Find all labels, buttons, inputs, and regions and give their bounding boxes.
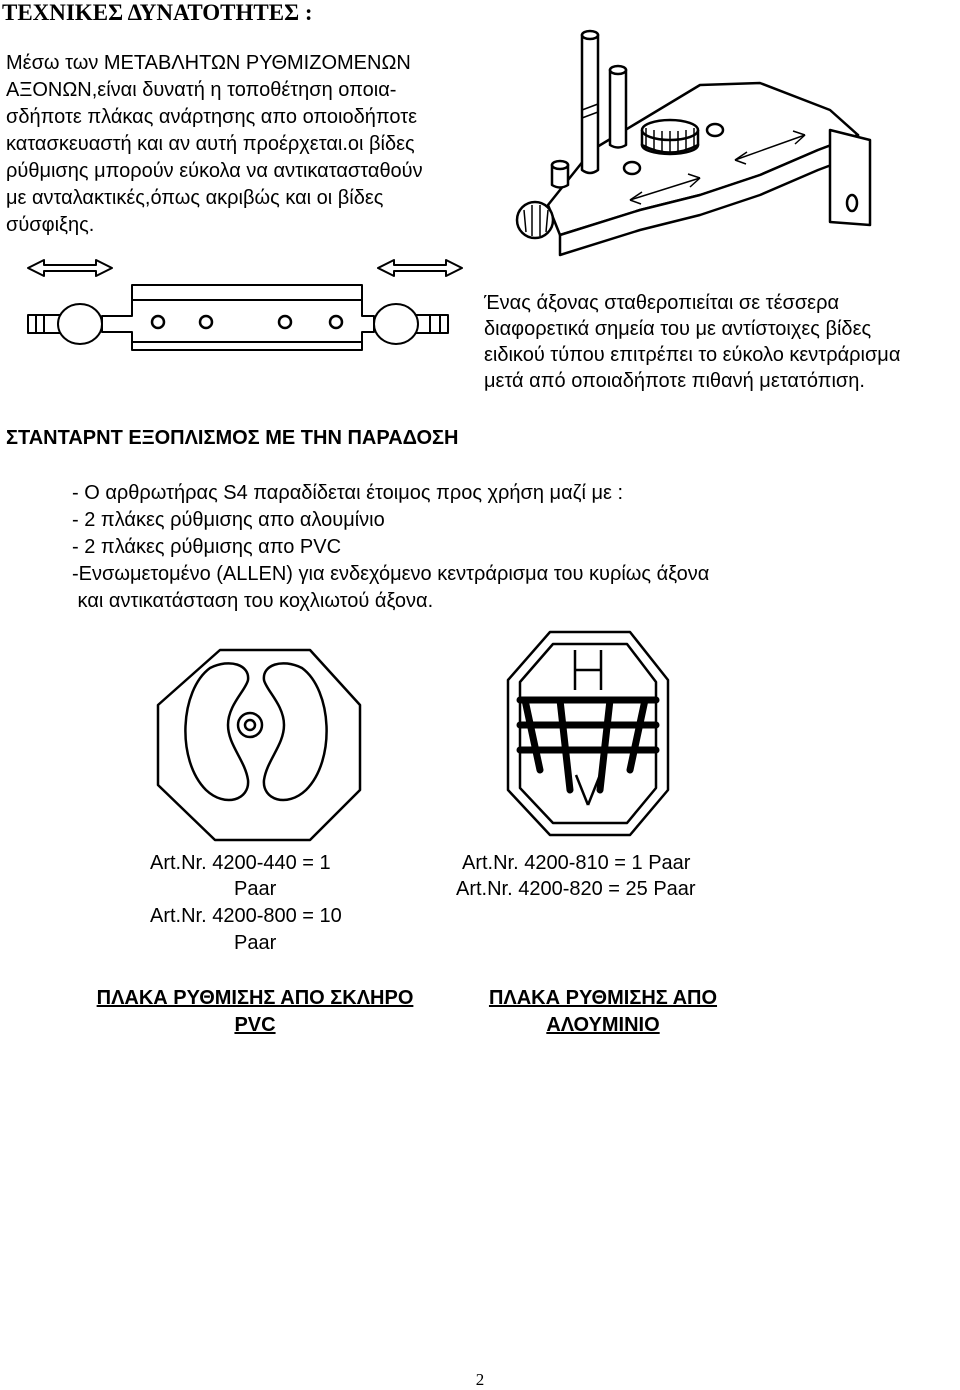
page-number: 2 bbox=[475, 1370, 485, 1389]
caption-line: ΠΛΑΚΑ ΡΥΘΜΙΣΗΣ ΑΠΟ ΣΚΛΗΡΟ bbox=[96, 987, 414, 1009]
caption-line: PVC bbox=[234, 1014, 276, 1036]
caption-line: ΠΛΑΚΑ ΡΥΘΜΙΣΗΣ ΑΠΟ bbox=[488, 987, 718, 1009]
intro-line: ΑΞΟΝΩΝ,είναι δυνατή η τοποθέτηση οποια- bbox=[6, 79, 397, 101]
aluminium-art-line: Art.Nr. 4200-820 = 25 Paar bbox=[456, 878, 696, 900]
aluminium-plate-caption bbox=[458, 985, 748, 1039]
intro-line: ρύθμισης μπορούν εύκολα να αντικατασταθούν bbox=[6, 160, 423, 182]
pvc-art-line: Art.Nr. 4200-440 = 1 bbox=[150, 852, 331, 874]
pvc-plate-caption bbox=[60, 985, 450, 1039]
intro-line: σδήποτε πλάκας ανάρτησης απο οποιοδήποτε bbox=[6, 106, 418, 128]
pvc-art-line: Art.Nr. 4200-800 = 10 bbox=[150, 905, 342, 927]
list-item: και αντικατάσταση του κοχλιωτού άξονα. bbox=[72, 590, 434, 612]
pvc-art-line: Paar bbox=[234, 932, 277, 954]
list-item: - 2 πλάκες ρύθμισης απο PVC bbox=[72, 536, 342, 558]
standard-equipment-heading: ΣΤΑΝΤΑΡΝΤ ΕΞΟΠΛΙΣΜΟΣ ΜΕ ΤΗΝ ΠΑΡΑΔΟΣΗ bbox=[6, 427, 459, 449]
intro-line: Μέσω των ΜΕΤΑΒΛΗΤΩΝ ΡΥΘΜΙΖΟΜΕΝΩΝ bbox=[6, 52, 411, 74]
list-item: - 2 πλάκες ρύθμισης απο αλουμίνιο bbox=[72, 509, 385, 531]
page-title: ΤΕΧΝΙΚΕΣ ΔΥΝΑΤΟΤΗΤΕΣ : bbox=[2, 0, 313, 25]
intro-line: με ανταλακτικές,όπως ακριβώς και οι βίδες bbox=[6, 187, 384, 209]
intro-line: σύσφιξης. bbox=[6, 214, 95, 236]
pvc-art-line: Paar bbox=[234, 878, 277, 900]
axle-description-line: μετά από οποιαδήποτε πιθανή μετατόπιση. bbox=[484, 370, 865, 392]
axle-description-line: Ένας άξονας σταθεροπιείται σε τέσσερα bbox=[484, 292, 840, 314]
aluminium-art-line: Art.Nr. 4200-810 = 1 Paar bbox=[462, 852, 691, 874]
caption-line: ΑΛΟΥΜΙΝΙΟ bbox=[546, 1014, 660, 1036]
list-item: - Ο αρθρωτήρας S4 παραδίδεται έτοιμος προς χρήση μαζί με : bbox=[72, 482, 624, 504]
axle-description-line: διαφορετικά σημεία του με αντίστοιχες βίδες bbox=[484, 318, 872, 340]
intro-line: κατασκευαστή και αν αυτή προέρχεται.οι βίδες bbox=[6, 133, 415, 155]
list-item: -Ενσωμετομένο (ALLEN) για ενδεχόμενο κεντράρισμα του κυρίως άξονα bbox=[72, 563, 710, 585]
axle-description-line: ειδικού τύπου επιτρέπει το εύκολο κεντράρισμα bbox=[484, 344, 901, 366]
